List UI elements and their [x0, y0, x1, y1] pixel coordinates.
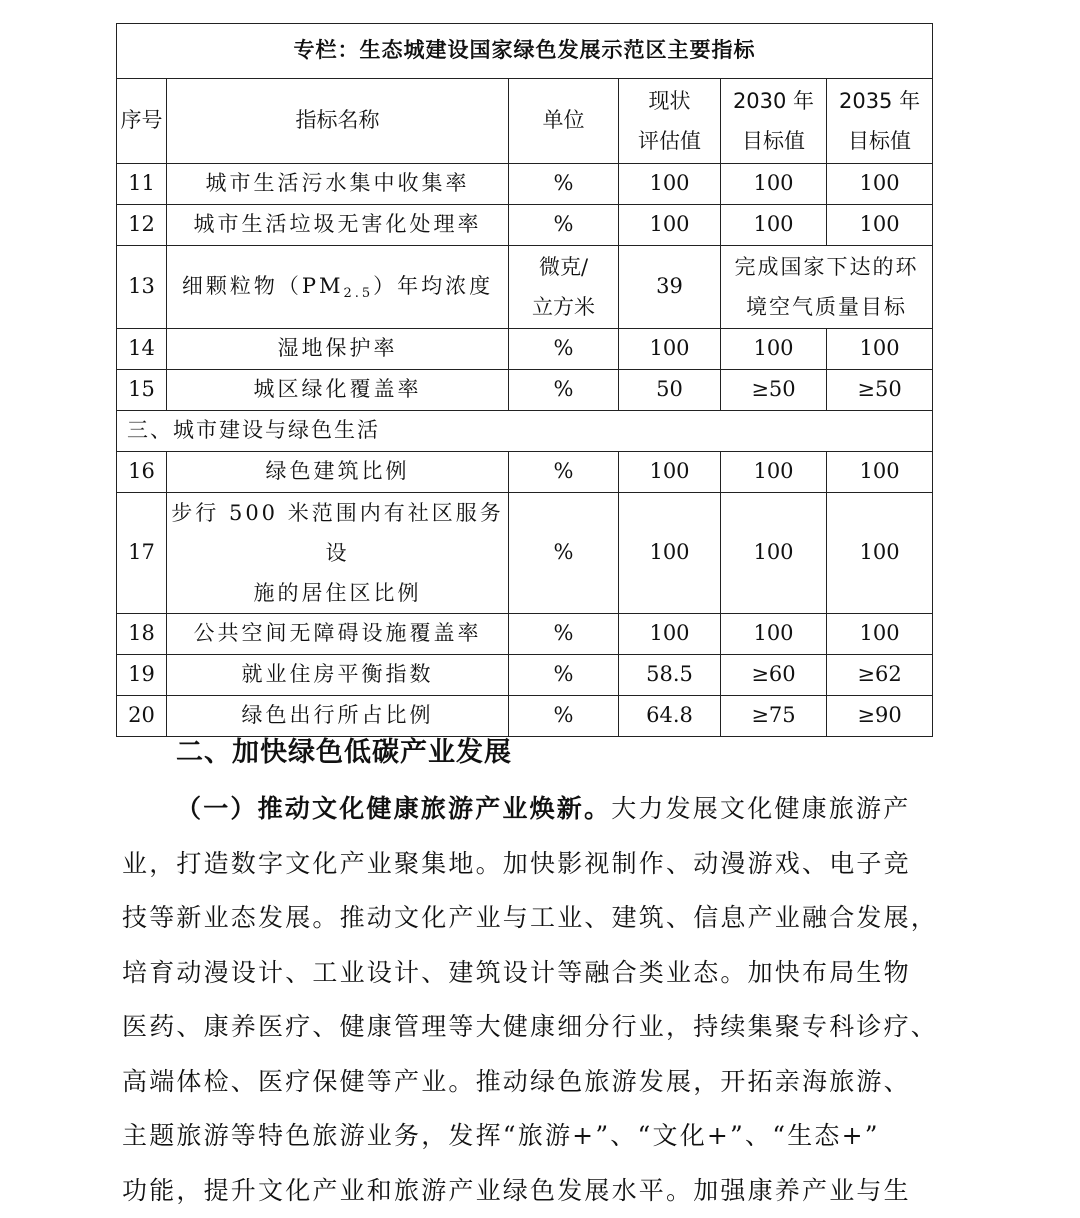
cell-no: 19	[117, 655, 167, 696]
table-row	[117, 370, 933, 411]
header-name: 指标名称	[167, 79, 509, 164]
table-row	[117, 655, 933, 696]
paragraph-line-text: 大力发展文化健康旅游产	[611, 794, 910, 823]
cell-current: 100	[619, 205, 721, 246]
table-row	[117, 493, 933, 614]
name-line1: 步行 500 米范围内有社区服务设	[167, 493, 508, 573]
table-row	[117, 452, 933, 493]
header-current-line1: 现状	[619, 81, 720, 121]
cell-current: 100	[619, 329, 721, 370]
header-2030-line2: 目标值	[721, 121, 826, 161]
cell-name: 城区绿化覆盖率	[167, 370, 509, 411]
cell-no: 15	[117, 370, 167, 411]
cell-name: 湿地保护率	[167, 329, 509, 370]
cell-2030: 100	[721, 205, 827, 246]
cell-unit	[509, 246, 619, 329]
name-part-post: ）年均浓度	[373, 274, 493, 298]
cell-unit: %	[509, 164, 619, 205]
cell-2030: 100	[721, 493, 827, 614]
cell-name: 绿色建筑比例	[167, 452, 509, 493]
cell-current: 100	[619, 614, 721, 655]
cell-unit: %	[509, 655, 619, 696]
paragraph-line: 主题旅游等特色旅游业务，发挥“旅游+”、“文化+”、“生态+”	[122, 1109, 932, 1164]
table-row	[117, 614, 933, 655]
paragraph-line	[122, 782, 932, 837]
paragraph-lead: （一）推动文化健康旅游产业焕新。	[176, 794, 611, 823]
cell-unit: %	[509, 329, 619, 370]
cell-unit: %	[509, 493, 619, 614]
cell-current: 100	[619, 164, 721, 205]
cell-2030: ≥50	[721, 370, 827, 411]
cell-no: 14	[117, 329, 167, 370]
name-subscript: 2.5	[343, 286, 373, 301]
cell-2035: 100	[827, 614, 933, 655]
section-row-label: 三、城市建设与绿色生活	[117, 411, 933, 452]
cell-unit: %	[509, 452, 619, 493]
paragraph-line: 功能，提升文化产业和旅游产业绿色发展水平。加强康养产业与生	[122, 1164, 932, 1218]
cell-2035: 100	[827, 329, 933, 370]
cell-2035: 100	[827, 164, 933, 205]
cell-no: 13	[117, 246, 167, 329]
paragraph-line: 医药、康养医疗、健康管理等大健康细分行业，持续集聚专科诊疗、	[122, 1000, 932, 1055]
name-line2: 施的居住区比例	[167, 573, 508, 613]
cell-2030: 100	[721, 329, 827, 370]
name-part-pre: 细颗粒物（PM	[182, 274, 344, 298]
cell-name: 公共空间无障碍设施覆盖率	[167, 614, 509, 655]
cell-name: 城市生活污水集中收集率	[167, 164, 509, 205]
cell-current: 50	[619, 370, 721, 411]
header-2035-line1: 2035 年	[827, 81, 932, 121]
cell-2035: 100	[827, 452, 933, 493]
table-row	[117, 329, 933, 370]
cell-no: 11	[117, 164, 167, 205]
cell-current: 39	[619, 246, 721, 329]
cell-2030: 100	[721, 164, 827, 205]
cell-2035: ≥90	[827, 696, 933, 737]
cell-no: 20	[117, 696, 167, 737]
cell-current: 58.5	[619, 655, 721, 696]
cell-2035: ≥50	[827, 370, 933, 411]
header-2030-line1: 2030 年	[721, 81, 826, 121]
unit-line2: 立方米	[509, 287, 618, 327]
cell-no: 18	[117, 614, 167, 655]
section-heading: 二、加快绿色低碳产业发展	[176, 730, 512, 769]
cell-2035: ≥62	[827, 655, 933, 696]
cell-2035: 100	[827, 205, 933, 246]
body-paragraph	[122, 782, 932, 1218]
cell-current: 100	[619, 493, 721, 614]
cell-no: 17	[117, 493, 167, 614]
paragraph-line: 高端体检、医疗保健等产业。推动绿色旅游发展，开拓亲海旅游、	[122, 1055, 932, 1110]
cell-2035: 100	[827, 493, 933, 614]
cell-2030: ≥75	[721, 696, 827, 737]
cell-merged-target	[721, 246, 933, 329]
cell-name: 就业住房平衡指数	[167, 655, 509, 696]
cell-no: 16	[117, 452, 167, 493]
header-2030	[721, 79, 827, 164]
cell-name: 城市生活垃圾无害化处理率	[167, 205, 509, 246]
paragraph-line: 技等新业态发展。推动文化产业与工业、建筑、信息产业融合发展，	[122, 891, 932, 946]
cell-unit: %	[509, 696, 619, 737]
cell-2030: ≥60	[721, 655, 827, 696]
table-row	[117, 164, 933, 205]
cell-name: 绿色出行所占比例	[167, 696, 509, 737]
header-current-line2: 评估值	[619, 121, 720, 161]
cell-current: 64.8	[619, 696, 721, 737]
cell-2030: 100	[721, 452, 827, 493]
cell-unit: %	[509, 205, 619, 246]
paragraph-line: 业，打造数字文化产业聚集地。加快影视制作、动漫游戏、电子竞	[122, 837, 932, 892]
indicators-table	[116, 23, 933, 737]
header-current	[619, 79, 721, 164]
cell-current: 100	[619, 452, 721, 493]
cell-2030: 100	[721, 614, 827, 655]
paragraph-line: 培育动漫设计、工业设计、建筑设计等融合类业态。加快布局生物	[122, 946, 932, 1001]
cell-name	[167, 493, 509, 614]
header-2035-line2: 目标值	[827, 121, 932, 161]
header-unit: 单位	[509, 79, 619, 164]
unit-line1: 微克/	[509, 247, 618, 287]
cell-no: 12	[117, 205, 167, 246]
cell-unit: %	[509, 370, 619, 411]
header-no: 序号	[117, 79, 167, 164]
header-2035	[827, 79, 933, 164]
merged-line2: 境空气质量目标	[721, 287, 932, 327]
table-row	[117, 246, 933, 329]
table-title: 专栏：生态城建设国家绿色发展示范区主要指标	[117, 24, 933, 79]
table-row	[117, 205, 933, 246]
cell-unit: %	[509, 614, 619, 655]
merged-line1: 完成国家下达的环	[721, 247, 932, 287]
cell-name	[167, 246, 509, 329]
